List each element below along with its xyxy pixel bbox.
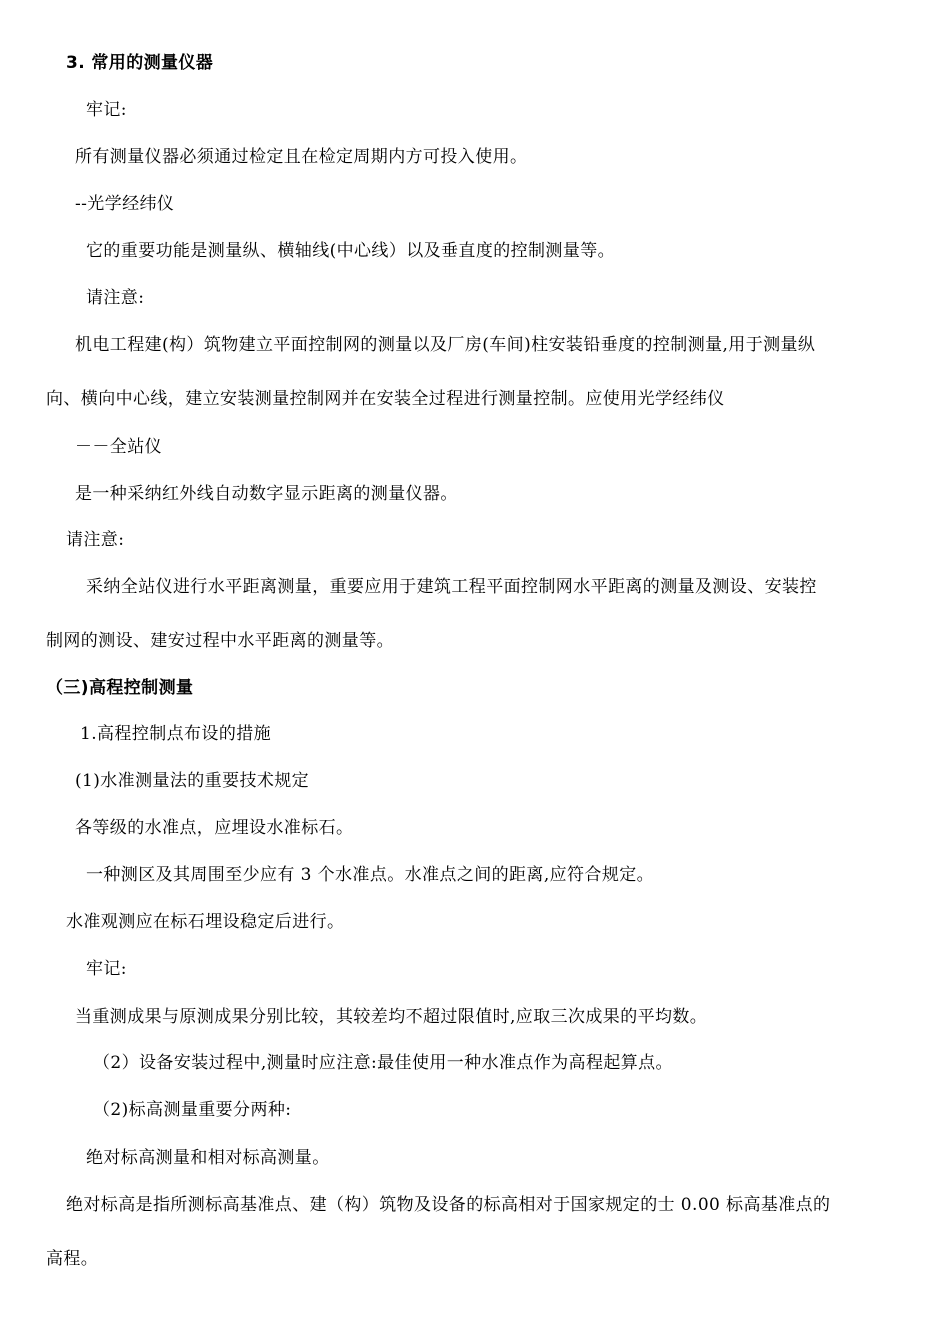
paragraph-text: 它的重要功能是测量纵、横轴线(中心线）以及垂直度的控制测量等。 <box>86 241 616 261</box>
paragraph-text: 绝对标高是指所测标高基准点、建（构）筑物及设备的标高相对于国家规定的士 0.00 标高基准点的 <box>66 1195 831 1215</box>
paragraph-text: 牢记: <box>86 959 127 979</box>
paragraph-text: 牢记: <box>86 100 127 120</box>
paragraph-text: 请注意: <box>66 530 125 550</box>
paragraph-text: 当重测成果与原测成果分别比较，其较差均不超过限值时,应取三次成果的平均数。 <box>75 1007 708 1027</box>
paragraph-text: －－全站仪 <box>75 437 162 457</box>
paragraph-text: 高程。 <box>46 1249 99 1269</box>
paragraph-text: 请注意: <box>86 288 145 308</box>
section-heading-instruments: 3. 常用的测量仪器 <box>66 53 214 73</box>
paragraph-text: 采纳全站仪进行水平距离测量，重要应用于建筑工程平面控制网水平距离的测量及测设、安装控 <box>86 577 817 597</box>
paragraph-text: 是一种采纳红外线自动数字显示距离的测量仪器。 <box>75 484 458 504</box>
section-heading-elevation: （三)高程控制测量 <box>46 678 194 698</box>
paragraph-text: （2)标高测量重要分两种: <box>93 1100 292 1120</box>
paragraph-text: 各等级的水准点，应埋设水准标石。 <box>75 818 354 838</box>
paragraph-text: 一种测区及其周围至少应有 3 个水准点。水准点之间的距离,应符合规定。 <box>86 865 655 885</box>
paragraph-text: 所有测量仪器必须通过检定且在检定周期内方可投入使用。 <box>75 147 528 167</box>
paragraph-text: 绝对标高测量和相对标高测量。 <box>86 1148 330 1168</box>
paragraph-text: (1)水准测量法的重要技术规定 <box>75 771 310 791</box>
paragraph-text: 机电工程建(构）筑物建立平面控制网的测量以及厂房(车间)柱安装铅垂度的控制测量,用于测量纵 <box>75 335 816 355</box>
paragraph-text: 水准观测应在标石埋设稳定后进行。 <box>66 912 345 932</box>
paragraph-text: 制网的测设、建安过程中水平距离的测量等。 <box>46 631 394 651</box>
paragraph-text: 向、横向中心线，建立安装测量控制网并在安装全过程进行测量控制。应使用光学经纬仪 <box>46 389 725 409</box>
paragraph-text: --光学经纬仪 <box>75 194 175 214</box>
paragraph-text: （2）设备安装过程中,测量时应注意:最佳使用一种水准点作为高程起算点。 <box>93 1053 673 1073</box>
paragraph-text: 1.高程控制点布设的措施 <box>80 724 272 744</box>
